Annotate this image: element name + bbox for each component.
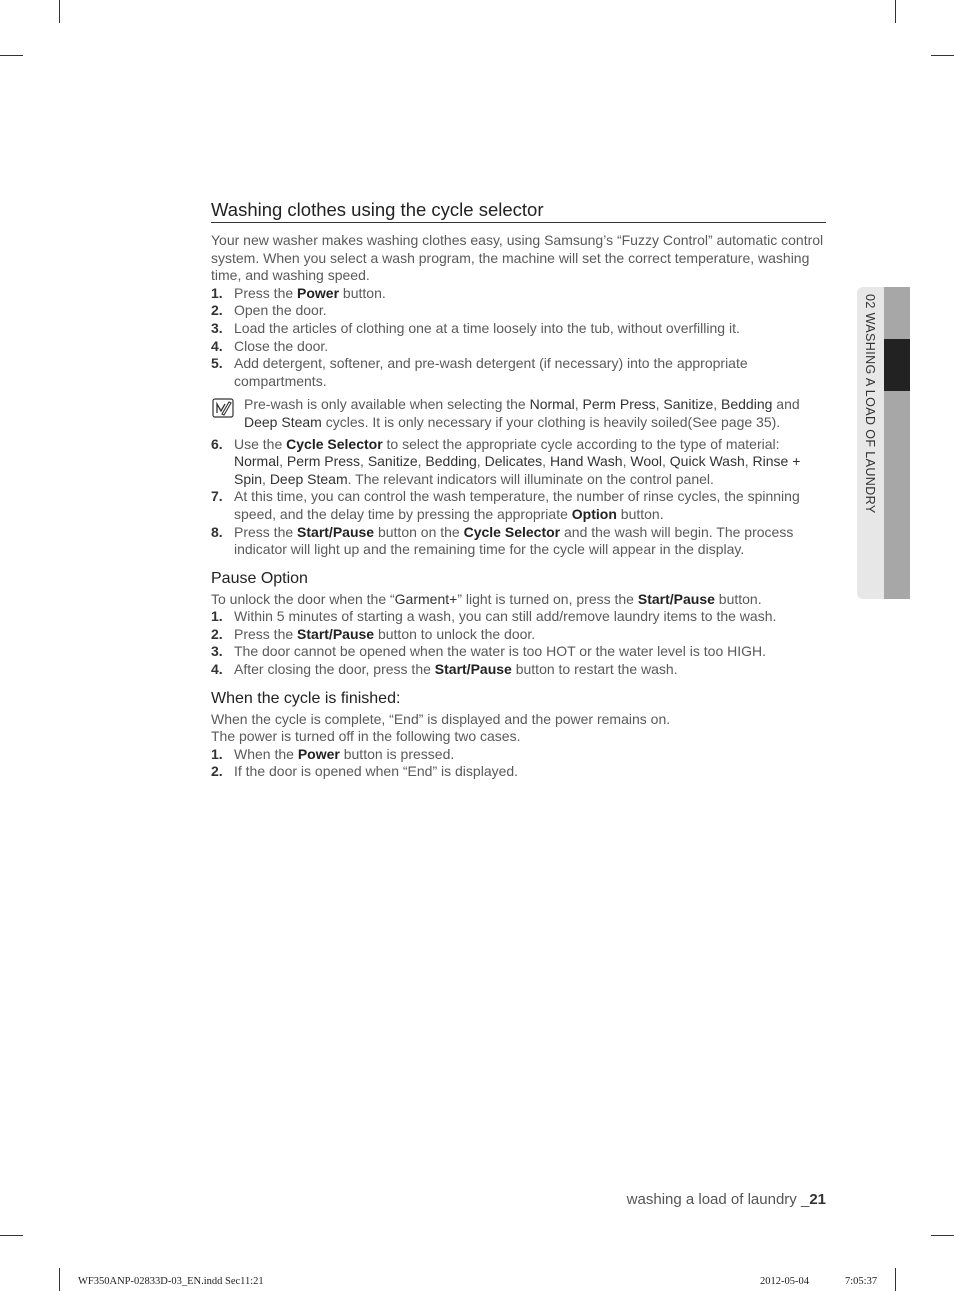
steps-list (211, 285, 826, 391)
list-item (211, 320, 826, 338)
list-item (211, 643, 826, 661)
crop-mark (59, 0, 60, 23)
note-text: Pre-wash is only available when selecting the (244, 396, 530, 413)
list-item (211, 626, 826, 644)
note-pencil-icon (212, 398, 234, 418)
step-text: At this time, you can control the wash temperature, the number of rinse cycles, the spinning speed, and the delay time by pressing the appropriate (234, 488, 800, 522)
step-number: 1. (211, 284, 223, 301)
step-text: Use the (234, 435, 287, 452)
side-tab-marker (884, 339, 910, 391)
note-text: , (713, 396, 722, 413)
step-text: button to restart the wash. (511, 661, 678, 678)
slug-date: 2012-05-04 (760, 1276, 809, 1287)
note-text: , (574, 396, 583, 413)
step-bold: Power (297, 284, 340, 301)
crop-mark (895, 1268, 896, 1291)
crop-mark (895, 0, 896, 23)
step-text: , (476, 453, 485, 470)
step-text: Press the (234, 284, 298, 301)
step-text: Add detergent, softener, and pre-wash detergent (if necessary) into the appropriate compartments. (234, 355, 748, 389)
step-bold: Power (297, 745, 340, 762)
list-item (211, 338, 826, 356)
step-text: If the door is opened when “End” is displayed. (234, 763, 519, 780)
finished-steps-list (211, 746, 826, 781)
finished-line: The power is turned off in the following two cases. (211, 728, 521, 745)
list-item (211, 661, 826, 679)
step-text: , (360, 453, 368, 470)
step-number: 2. (211, 625, 223, 642)
step-text: , (279, 453, 287, 470)
cycle-name: Perm Press (582, 396, 656, 413)
pause-text: ” light is turned on, press the (457, 590, 638, 607)
page-number: 21 (809, 1191, 826, 1208)
footer-title: washing a load of laundry (626, 1191, 797, 1208)
step-text: button. (616, 505, 664, 522)
step-number: 4. (211, 337, 223, 354)
crop-mark (931, 55, 954, 56)
note-text: cycles. It is only necessary if your clothing is heavily soiled(See page 35). (321, 413, 781, 430)
list-item (211, 524, 826, 559)
cycle-finished-heading: When the cycle is finished: (211, 689, 401, 707)
slug-filename: WF350ANP-02833D-03_EN.indd Sec11:21 (78, 1276, 264, 1287)
step-number: 2. (211, 763, 223, 780)
slug-time: 7:05:37 (845, 1276, 878, 1287)
step-text: button is pressed. (339, 745, 455, 762)
list-item (211, 302, 826, 320)
list-item (211, 746, 826, 764)
cycle-name: Deep Steam (244, 413, 322, 430)
step-number: 5. (211, 355, 223, 372)
step-text: After closing the door, press the (234, 661, 435, 678)
step-bold: Start/Pause (637, 590, 715, 607)
step-text: , (744, 453, 753, 470)
step-bold: Option (571, 505, 617, 522)
cycle-name: Hand Wash (549, 453, 623, 470)
cycle-name: Normal (529, 396, 575, 413)
cycle-name: Sanitize (663, 396, 714, 413)
page-content (211, 199, 826, 781)
indicator-name: Garment+ (394, 590, 458, 607)
step-text: . The relevant indicators will illuminate on the control panel. (347, 470, 714, 487)
step-number: 4. (211, 661, 223, 678)
step-number: 7. (211, 488, 223, 505)
list-item (211, 608, 826, 626)
step-text: When the (234, 745, 298, 762)
finished-line: When the cycle is complete, “End” is displayed and the power remains on. (211, 710, 671, 727)
step-text: Open the door. (234, 302, 327, 319)
step-text: Press the (234, 523, 298, 540)
step-number: 2. (211, 302, 223, 319)
list-item (211, 488, 826, 523)
step-text: Press the (234, 625, 298, 642)
list-item (211, 436, 826, 489)
pause-steps-list (211, 608, 826, 678)
section-title: Washing clothes using the cycle selector (211, 199, 826, 223)
note-text: and (772, 396, 800, 413)
step-number: 3. (211, 319, 223, 336)
cycle-name: Quick Wash (669, 453, 745, 470)
step-bold: Start/Pause (434, 661, 512, 678)
step-bold: Start/Pause (297, 523, 375, 540)
step-text: The door cannot be opened when the water is too HOT or the water level is too HIGH. (234, 643, 767, 660)
step-text: to select the appropriate cycle according to the type of material: (382, 435, 780, 452)
note-text: , (655, 396, 664, 413)
step-text: Close the door. (234, 337, 329, 354)
step-number: 1. (211, 608, 223, 625)
step-text: Within 5 minutes of starting a wash, you can still add/remove laundry items to the wash. (234, 608, 777, 625)
page-footer (627, 1191, 826, 1208)
step-text: , (542, 453, 550, 470)
pause-text: To unlock the door when the “ (211, 590, 395, 607)
step-bold: Start/Pause (297, 625, 375, 642)
cycle-name: Sanitize (367, 453, 418, 470)
note-box (211, 396, 826, 431)
step-text: Load the articles of clothing one at a time loosely into the tub, without overfilling it. (234, 319, 740, 336)
step-number: 8. (211, 523, 223, 540)
step-text: , (417, 453, 426, 470)
chapter-label: 02 WASHING A LOAD OF LAUNDRY (863, 294, 877, 514)
step-text: and the wash will begin. The process indicator will light up and the remaining time for the cycle will appear in the display. (234, 523, 794, 558)
cycle-name: Delicates (484, 453, 543, 470)
cycle-name: Wool (630, 453, 663, 470)
list-item (211, 285, 826, 303)
cycle-name: Bedding (721, 396, 773, 413)
step-number: 1. (211, 745, 223, 762)
pause-option-heading: Pause Option (211, 569, 308, 587)
crop-mark (59, 1268, 60, 1291)
crop-mark (0, 1235, 23, 1236)
step-text: , (262, 470, 270, 487)
step-number: 3. (211, 643, 223, 660)
step-bold: Cycle Selector (463, 523, 561, 540)
step-text: button on the (374, 523, 464, 540)
cycle-name: Rinse + Spin (234, 453, 801, 487)
crop-mark (0, 55, 23, 56)
footer-separator: _ (796, 1191, 810, 1208)
cycle-name: Deep Steam (269, 470, 348, 487)
cycle-name: Perm Press (286, 453, 361, 470)
list-item (211, 763, 826, 781)
step-text: button. (339, 284, 386, 301)
step-number: 6. (211, 435, 223, 452)
step-bold: Cycle Selector (286, 435, 383, 452)
step-text: , (662, 453, 670, 470)
list-item (211, 355, 826, 390)
side-tab-bar (884, 287, 910, 599)
steps-list (211, 436, 826, 559)
pause-intro (211, 591, 826, 609)
cycle-name: Normal (234, 453, 280, 470)
pause-text: button. (714, 590, 762, 607)
crop-mark (931, 1235, 954, 1236)
step-text: button to unlock the door. (374, 625, 536, 642)
cycle-name: Bedding (425, 453, 477, 470)
intro-paragraph: Your new washer makes washing clothes easy, using Samsung’s “Fuzzy Control” automatic control system. When you select a wash program, the machine will set the correct temperature, washing time, and washing speed. (211, 232, 824, 284)
step-text: , (622, 453, 631, 470)
